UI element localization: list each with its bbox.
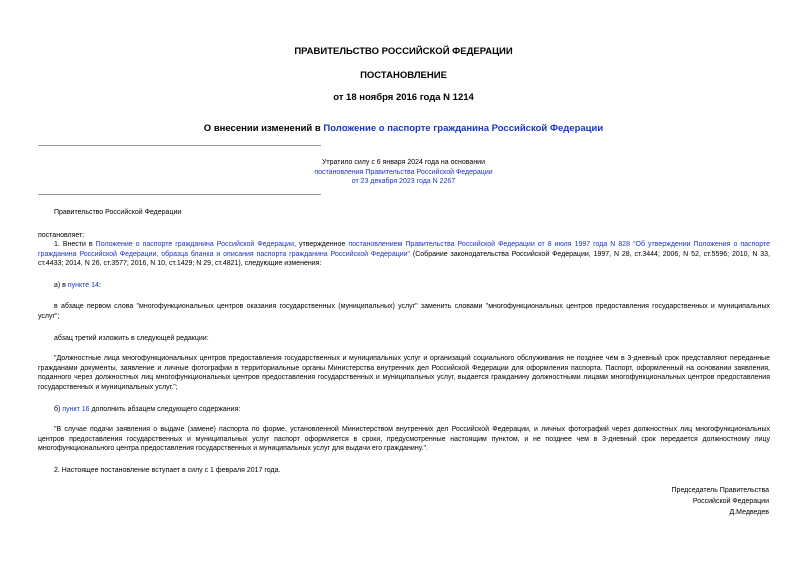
paragraph-sub-a: [38, 281, 770, 291]
paragraph-item-2: 2. Настоящее постановление вступает в силу с 1 февраля 2017 года.: [54, 467, 281, 474]
document-title: [0, 123, 807, 134]
item-1-text-b: , утвержденное: [294, 241, 349, 248]
paragraph-sub-a-text: в абзаце первом слова "многофункциональных центров оказания государственных (муниципальных) услуг" заменить словами "многофункциональных центров предоставления государственных и муниципальных услуг";: [38, 303, 770, 320]
title-prefix: О внесении изменений в: [203, 123, 324, 134]
paragraph-resolves: постановляет:: [38, 232, 85, 239]
paragraph-sub-a-abzac: абзац третий изложить в следующей редакции:: [54, 335, 209, 342]
status-link-resolution[interactable]: постановления Правительства Российской Федерации: [314, 168, 493, 176]
paragraph-sub-b: [38, 405, 770, 415]
paragraph-sub-b-quote: "В случае подачи заявления о выдаче (замене) паспорта по форме, установленной Министерством внутренних дел Российской Федерации, и личных фотографий через должностных лиц многофункциональных центров предоставления государственных и муниципальных услуг паспорт оформляется в сроки, предусмотренные настоящим пунктом, и не позднее чем в 3-дневный срок передается должностному лицу многофункционального центра предоставления государственных и муниципальных услуг для выдачи его гражданину.".: [38, 426, 770, 452]
sub-a-link-point-14[interactable]: пункте 14: [67, 282, 99, 289]
signature-block: [672, 485, 769, 518]
item-1-text-a: 1. Внести в: [54, 241, 96, 248]
paragraph-sub-a-quote: "Должностные лица многофункциональных центров предоставления государственных и муниципальных услуг и организаций социального обслуживания не позднее чем в 3-дневный срок представляют переданные гражданами документы, заявление и личные фотографии в территориальные органы Министерства внутренних дел Российской Федерации для оформления паспорта. Паспорт, оформленный на основании заявления, поданного через должностных лиц многофункциональных центров предоставления государственных и муниципальных услуг, выдается гражданину должностными лицами многофункциональных центров предоставления государственных и муниципальных услуг.";: [38, 355, 770, 391]
sub-b-link-point-16[interactable]: пункт 16: [62, 406, 90, 413]
sub-b-text-b: дополнить абзацем следующего содержания:: [89, 406, 241, 413]
item-1-link-regulation[interactable]: Положение о паспорте гражданина Российской Федерации: [95, 241, 295, 248]
signature-country: Российской Федерации: [692, 498, 769, 505]
sub-a-text-a: а) в: [54, 282, 68, 289]
divider-top: [38, 145, 321, 146]
signature-name: Д.Медведев: [729, 509, 769, 516]
sub-a-text-b: :: [98, 282, 101, 289]
item-1-link-resolution[interactable]: постановлением Правительства Российской Федерации от 8 июля 1997 года N 828 "Об утверждении Положения о паспорте гражданина Российской Федерации, образца бланка и описания паспорта гражданина Российской Федерации": [38, 241, 770, 258]
status-block: [0, 158, 807, 187]
paragraph-government: Правительство Российской Федерации: [54, 209, 182, 216]
item-1-text-c: (Собрание законодательства Российской Федерации, 1997, N 28, ст.3444; 2006, N 52, ст.5596; 2010, N 33, ст.4433; 2014, N 26, ст.3577; 2016, N 10, ст.1429; N 29, ст.4821), следующие изменения:: [38, 250, 770, 267]
sub-b-text-a: б): [54, 406, 63, 413]
status-line: Утратило силу с 6 января 2024 года на основании: [321, 159, 486, 166]
org-heading: ПРАВИТЕЛЬСТВО РОССИЙСКОЙ ФЕДЕРАЦИИ: [294, 46, 513, 57]
paragraph-item-1: [38, 240, 770, 269]
divider-bottom: [38, 194, 321, 195]
title-link[interactable]: Положение о паспорте гражданина Российской Федерации: [323, 123, 604, 134]
status-link-date[interactable]: от 23 декабря 2023 года N 2267: [351, 178, 456, 185]
doc-type-heading: ПОСТАНОВЛЕНИЕ: [360, 70, 447, 81]
signature-position: Председатель Правительства: [671, 487, 769, 494]
date-number-heading: от 18 ноября 2016 года N 1214: [333, 92, 474, 103]
